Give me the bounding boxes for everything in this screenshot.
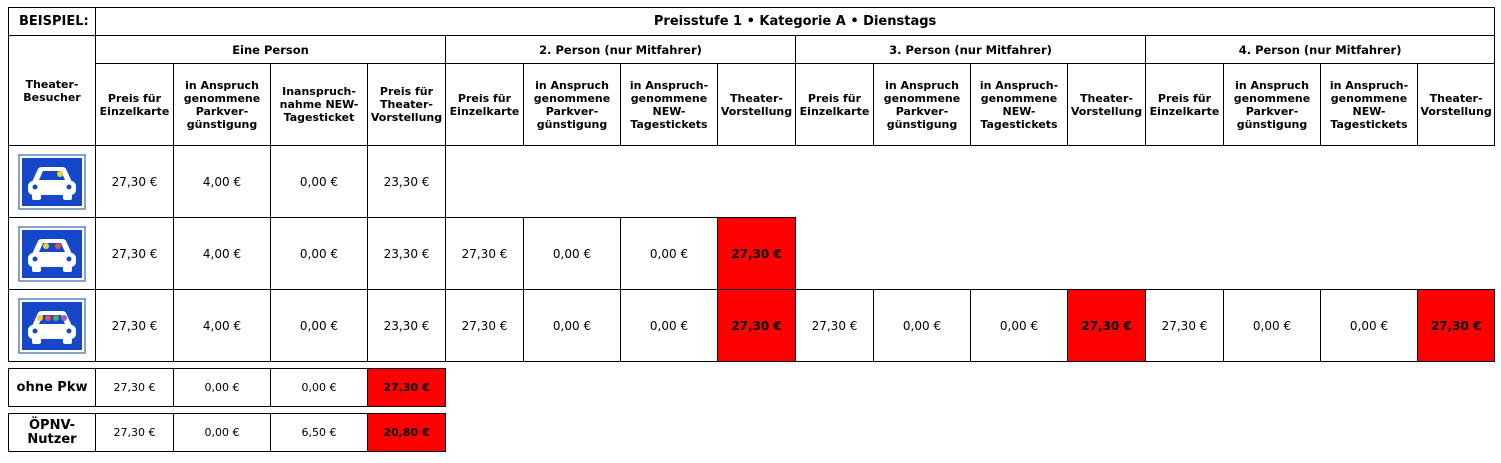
column-header: in Anspruch genommene Parkver-günstigung [874,64,971,146]
price-cell: 27,30 € [446,290,524,362]
column-header: Theater-Vorstellung [1418,64,1495,146]
row-label: ohne Pkw [9,369,96,407]
column-header: in Anspruch genommene Parkver-günstigung [174,64,271,146]
price-cell: 4,00 € [174,146,271,218]
theater-price-highlight: 27,30 € [1418,290,1495,362]
group-header-person-2: 2. Person (nur Mitfahrer) [446,36,796,64]
column-header: in Anspruch-genommene NEW-Tagestickets [971,64,1068,146]
theater-price-highlight: 27,30 € [368,369,446,407]
car-sign-cell [9,146,96,218]
car-4-persons-icon [18,298,86,354]
price-cell: 0,00 € [524,290,621,362]
theater-price-highlight: 27,30 € [718,218,796,290]
example-label: BEISPIEL: [9,8,96,36]
price-cell: 27,30 € [96,414,174,452]
price-cell: 0,00 € [271,146,368,218]
column-header: Theater-Vorstellung [718,64,796,146]
theater-price-highlight: 20,80 € [368,414,446,452]
column-header: Theater-Vorstellung [1068,64,1146,146]
public-transport-table [8,413,445,452]
price-cell: 23,30 € [368,218,446,290]
no-car-table [8,368,445,407]
column-header: in Anspruch-genommene NEW-Tagestickets [1321,64,1418,146]
group-header-person-1: Eine Person [96,36,446,64]
price-cell: 4,00 € [174,290,271,362]
empty-cell [796,218,1495,290]
price-cell: 27,30 € [1146,290,1224,362]
column-header: Preis für Einzelkarte [796,64,874,146]
price-cell: 0,00 € [1321,290,1418,362]
price-cell: 0,00 € [524,218,621,290]
price-cell: 0,00 € [621,290,718,362]
column-header: in Anspruch genommene Parkver-günstigung [524,64,621,146]
column-header: in Anspruch genommene Parkver-günstigung [1224,64,1321,146]
column-header: Preis für Theater-Vorstellung [368,64,446,146]
price-cell: 0,00 € [874,290,971,362]
column-header: Preis für Einzelkarte [446,64,524,146]
price-cell: 0,00 € [621,218,718,290]
price-cell: 0,00 € [174,414,271,452]
price-cell: 6,50 € [271,414,368,452]
price-cell: 27,30 € [446,218,524,290]
price-cell: 0,00 € [271,218,368,290]
price-cell: 0,00 € [1224,290,1321,362]
price-cell: 23,30 € [368,290,446,362]
price-cell: 27,30 € [96,369,174,407]
price-cell: 23,30 € [368,146,446,218]
group-header-person-3: 3. Person (nur Mitfahrer) [796,36,1146,64]
price-level-title: Preisstufe 1 • Kategorie A • Dienstags [96,8,1495,36]
car-sign-cell [9,218,96,290]
group-header-person-4: 4. Person (nur Mitfahrer) [1146,36,1495,64]
theater-price-highlight: 27,30 € [1068,290,1146,362]
price-cell: 27,30 € [96,218,174,290]
car-2-persons-icon [18,226,86,282]
price-cell: 0,00 € [971,290,1068,362]
price-cell: 27,30 € [96,290,174,362]
column-header: Inanspruch-nahme NEW-Tagesticket [271,64,368,146]
empty-cell [446,146,1495,218]
column-header: Preis für Einzelkarte [1146,64,1224,146]
price-cell: 0,00 € [174,369,271,407]
column-header: in Anspruch-genommene NEW-Tagestickets [621,64,718,146]
price-cell: 4,00 € [174,218,271,290]
theater-visitor-header: Theater-Besucher [9,36,96,146]
row-label: ÖPNV-Nutzer [9,414,96,452]
price-cell: 0,00 € [271,369,368,407]
price-cell: 27,30 € [96,146,174,218]
price-cell: 27,30 € [796,290,874,362]
price-cell: 0,00 € [271,290,368,362]
column-header: Preis für Einzelkarte [96,64,174,146]
car-sign-cell [9,290,96,362]
car-1-person-icon [18,154,86,210]
theater-price-highlight: 27,30 € [718,290,796,362]
pricing-example-table [8,7,1494,361]
